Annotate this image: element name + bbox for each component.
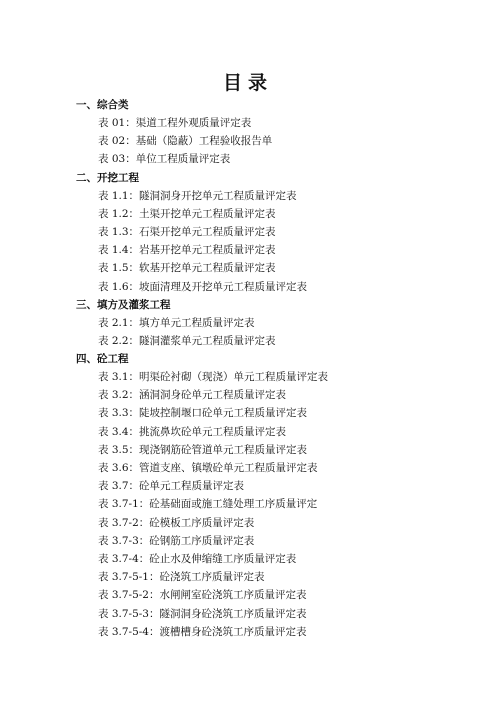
toc-entry[interactable]: 表 3.7-4：砼止水及伸缩缝工序质量评定表 — [98, 552, 297, 565]
toc-entry[interactable]: 表 2.1：填方单元工程质量评定表 — [98, 316, 255, 329]
toc-entry[interactable]: 表 1.1：隧洞洞身开挖单元工程质量评定表 — [98, 189, 297, 202]
toc-entry[interactable]: 表 3.4：挑流鼻坎砼单元工程质量评定表 — [98, 425, 287, 438]
toc-entry[interactable]: 表 01：渠道工程外观质量评定表 — [98, 117, 252, 129]
toc-entry[interactable]: 表 1.2：土渠开挖单元工程质量评定表 — [98, 207, 276, 220]
toc-entry[interactable]: 表 3.7-5-4：渡槽槽身砼浇筑工序质量评定表 — [98, 625, 307, 638]
toc-entry[interactable]: 表 3.7-2：砼模板工序质量评定表 — [98, 516, 255, 529]
toc-section-excavation — [76, 169, 476, 296]
toc-entry[interactable]: 表 3.7-3：砼钢筋工序质量评定表 — [98, 534, 255, 547]
toc-entry[interactable]: 表 1.4：岩基开挖单元工程质量评定表 — [98, 244, 276, 257]
toc-section-concrete — [76, 350, 476, 641]
toc-entry[interactable]: 表 3.3：陡坡控制堰口砼单元工程质量评定表 — [98, 407, 308, 420]
toc-entry[interactable]: 表 3.7-5-2：水闸闸室砼浇筑工序质量评定表 — [98, 589, 307, 602]
section-heading: 二、开挖工程 — [76, 171, 139, 184]
toc-entry[interactable]: 表 3.6：管道支座、镇墩砼单元工程质量评定表 — [98, 462, 318, 474]
toc-entry[interactable]: 表 03：单位工程质量评定表 — [98, 153, 231, 166]
toc-entry[interactable]: 表 3.1：明渠砼衬砌（现浇）单元工程质量评定表 — [98, 371, 329, 384]
section-heading: 四、砼工程 — [76, 353, 129, 366]
page-title: 目录 — [222, 72, 273, 94]
table-of-contents — [76, 96, 476, 641]
toc-entry[interactable]: 表 02：基础（隐蔽）工程验收报告单 — [98, 135, 273, 148]
toc-entry[interactable]: 表 3.5：现浇钢筋砼管道单元工程质量评定表 — [98, 443, 308, 456]
toc-entry[interactable]: 表 1.3：石渠开挖单元工程质量评定表 — [98, 225, 276, 238]
section-heading: 一、综合类 — [76, 99, 129, 111]
toc-section-general — [76, 96, 476, 169]
toc-entry[interactable]: 表 2.2：隧洞灌浆单元工程质量评定表 — [98, 334, 276, 347]
toc-entry[interactable]: 表 1.6：坡面清理及开挖单元工程质量评定表 — [98, 280, 308, 293]
toc-section-fill-grouting — [76, 296, 476, 350]
toc-entry[interactable]: 表 3.7-5-3：隧洞洞身砼浇筑工序质量评定表 — [98, 607, 307, 620]
toc-entry[interactable]: 表 3.7-1：砼基础面或施工缝处理工序质量评定 — [98, 498, 318, 511]
toc-entry[interactable]: 表 3.7：砼单元工程质量评定表 — [98, 480, 245, 493]
toc-entry[interactable]: 表 3.7-5-1：砼浇筑工序质量评定表 — [98, 571, 265, 584]
section-heading: 三、填方及灌浆工程 — [76, 298, 171, 311]
toc-entry[interactable]: 表 1.5：软基开挖单元工程质量评定表 — [98, 262, 276, 275]
toc-entry[interactable]: 表 3.2：涵洞洞身砼单元工程质量评定表 — [98, 389, 287, 402]
